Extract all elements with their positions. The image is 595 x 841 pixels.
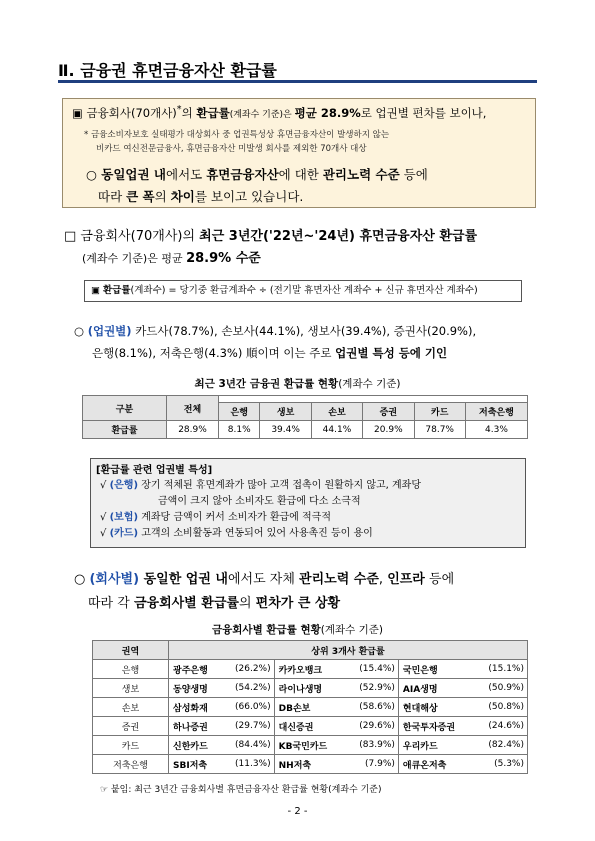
table-cell: 8.1% xyxy=(219,421,260,439)
table-sector-title: 최근 3년간 금융권 환급률 현황(계좌수 기준) xyxy=(194,378,401,390)
table-row xyxy=(93,736,528,755)
title-underline xyxy=(58,80,537,83)
company-rate: (15.4%) xyxy=(346,660,399,679)
table-cell: 28.9% xyxy=(167,421,219,439)
table-row xyxy=(93,660,528,679)
paragraph-by-company: ○ (회사별) 동일한 업권 내에서도 자체 관리노력 수준, 인프라 등에 따라 각 금융회사별 환급률의 편차가 큰 상황 xyxy=(74,572,455,611)
company-name: 삼성화재 xyxy=(169,698,222,717)
company-rate: (26.2%) xyxy=(221,660,274,679)
company-name: 동양생명 xyxy=(169,679,222,698)
trait-item: 금액이 크지 않아 소비자도 환급에 다소 소극적 xyxy=(158,496,361,507)
table-company-title: 금융회사별 환급률 현황(계좌수 기준) xyxy=(212,624,383,636)
table-cell: 20.9% xyxy=(363,421,414,439)
company-name: 한국투자증권 xyxy=(398,717,474,736)
company-rate: (7.9%) xyxy=(346,755,399,774)
paragraph-by-sector: ○ (업권별) 카드사(78.7%), 손보사(44.1%), 생보사(39.4%), 증권사(20.9%), 은행(8.1%), 저축은행(4.3%) 順이며 이는 주로 업권별 특성 등에 기인 xyxy=(74,324,477,360)
sector-cell: 은행 xyxy=(93,660,169,679)
company-name: 광주은행 xyxy=(169,660,222,679)
sector-cell: 저축은행 xyxy=(93,755,169,774)
table-cell: 44.1% xyxy=(311,421,362,439)
attachment-note: ☞ 붙임: 최근 3년간 금융회사별 휴면금융자산 환급률 현황(계좌수 기준) xyxy=(100,785,382,795)
table-header: 상위 3개사 환급률 xyxy=(169,641,528,660)
table-header: 손보 xyxy=(311,403,362,421)
company-name: DB손보 xyxy=(274,698,346,717)
table-row xyxy=(93,698,528,717)
company-name: NH저축 xyxy=(274,755,346,774)
company-name: 대신증권 xyxy=(274,717,346,736)
company-name: 신한카드 xyxy=(169,736,222,755)
company-rate: (24.6%) xyxy=(475,717,528,736)
company-rate: (84.4%) xyxy=(221,736,274,755)
company-rate: (29.6%) xyxy=(346,717,399,736)
company-rate: (54.2%) xyxy=(221,679,274,698)
table-cell: 4.3% xyxy=(465,421,527,439)
company-rate: (50.9%) xyxy=(475,679,528,698)
row-label: 환급률 xyxy=(83,421,167,439)
table-row xyxy=(93,755,528,774)
company-rate-table xyxy=(92,640,528,774)
table-header: 카드 xyxy=(414,403,465,421)
company-name: 우리카드 xyxy=(398,736,474,755)
sector-cell: 증권 xyxy=(93,717,169,736)
table-row xyxy=(93,679,528,698)
company-rate: (58.6%) xyxy=(346,698,399,717)
table-header: 증권 xyxy=(363,403,414,421)
section-title: Ⅱ. 금융권 휴면금융자산 환급률 xyxy=(58,61,277,80)
company-name: 하나증권 xyxy=(169,717,222,736)
table-header: 은행 xyxy=(219,403,260,421)
trait-item: √ (은행) 장기 적체된 휴면계좌가 많아 고객 접촉이 원활하지 않고, 계좌당 xyxy=(100,480,421,491)
company-rate: (5.3%) xyxy=(475,755,528,774)
sector-rate-table xyxy=(82,395,528,439)
company-rate: (82.4%) xyxy=(475,736,528,755)
sector-cell: 손보 xyxy=(93,698,169,717)
company-name: 애큐온저축 xyxy=(398,755,474,774)
table-header: 저축은행 xyxy=(465,403,527,421)
traits-heading: [환급률 관련 업권별 특성] xyxy=(96,465,213,476)
trait-item: √ (보험) 계좌당 금액이 커서 소비자가 환급에 적극적 xyxy=(100,512,331,523)
table-header: 전체 xyxy=(167,396,219,421)
company-rate: (83.9%) xyxy=(346,736,399,755)
company-name: 라이나생명 xyxy=(274,679,346,698)
trait-item: √ (카드) 고객의 소비활동과 연동되어 있어 사용촉진 등이 용이 xyxy=(100,528,373,539)
company-rate: (66.0%) xyxy=(221,698,274,717)
summary-line-1: ▣ 금융회사(70개사)*의 환급률(계좌수 기준)은 평균 28.9%로 업권별 편차를 보이나, xyxy=(72,104,487,120)
sector-cell: 카드 xyxy=(93,736,169,755)
company-name: AIA생명 xyxy=(398,679,474,698)
table-row xyxy=(93,717,528,736)
company-rate: (15.1%) xyxy=(475,660,528,679)
company-name: 카카오뱅크 xyxy=(274,660,346,679)
page-number: - 2 - xyxy=(287,806,308,817)
sector-cell: 생보 xyxy=(93,679,169,698)
company-name: 국민은행 xyxy=(398,660,474,679)
table-cell: 78.7% xyxy=(414,421,465,439)
company-name: SBI저축 xyxy=(169,755,222,774)
table-header: 권역 xyxy=(93,641,169,660)
company-name: KB국민카드 xyxy=(274,736,346,755)
company-rate: (29.7%) xyxy=(221,717,274,736)
table-cell: 39.4% xyxy=(260,421,311,439)
square-bullet-icon: ▣ xyxy=(72,105,83,120)
paragraph-overview: □ 금융회사(70개사)의 최근 3년간('22년~'24년) 휴면금융자산 환급률 (계좌수 기준)은 평균 28.9% 수준 xyxy=(64,229,478,266)
table-header: 생보 xyxy=(260,403,311,421)
summary-conclusion: ○ 동일업권 내에서도 휴면금융자산에 대한 관리노력 수준 등에 따라 큰 폭의 차이를 보이고 있습니다. xyxy=(86,167,428,204)
company-rate: (11.3%) xyxy=(221,755,274,774)
company-name: 현대해상 xyxy=(398,698,474,717)
company-rate: (50.8%) xyxy=(475,698,528,717)
definition-box: ▣ 환급률(계좌수) = 당기중 환급계좌수 ÷ (전기말 휴면자산 계좌수 + 신규 휴면자산 계좌수) xyxy=(84,280,522,302)
company-rate: (52.9%) xyxy=(346,679,399,698)
summary-footnote: * 금융소비자보호 실태평가 대상회사 중 업권특성상 휴면금융자산이 발생하지 않는 비카드 여신전문금융사, 휴면금융자산 미발생 회사를 제외한 70개사 대상 xyxy=(84,130,390,154)
table-header: 구분 xyxy=(83,396,167,421)
